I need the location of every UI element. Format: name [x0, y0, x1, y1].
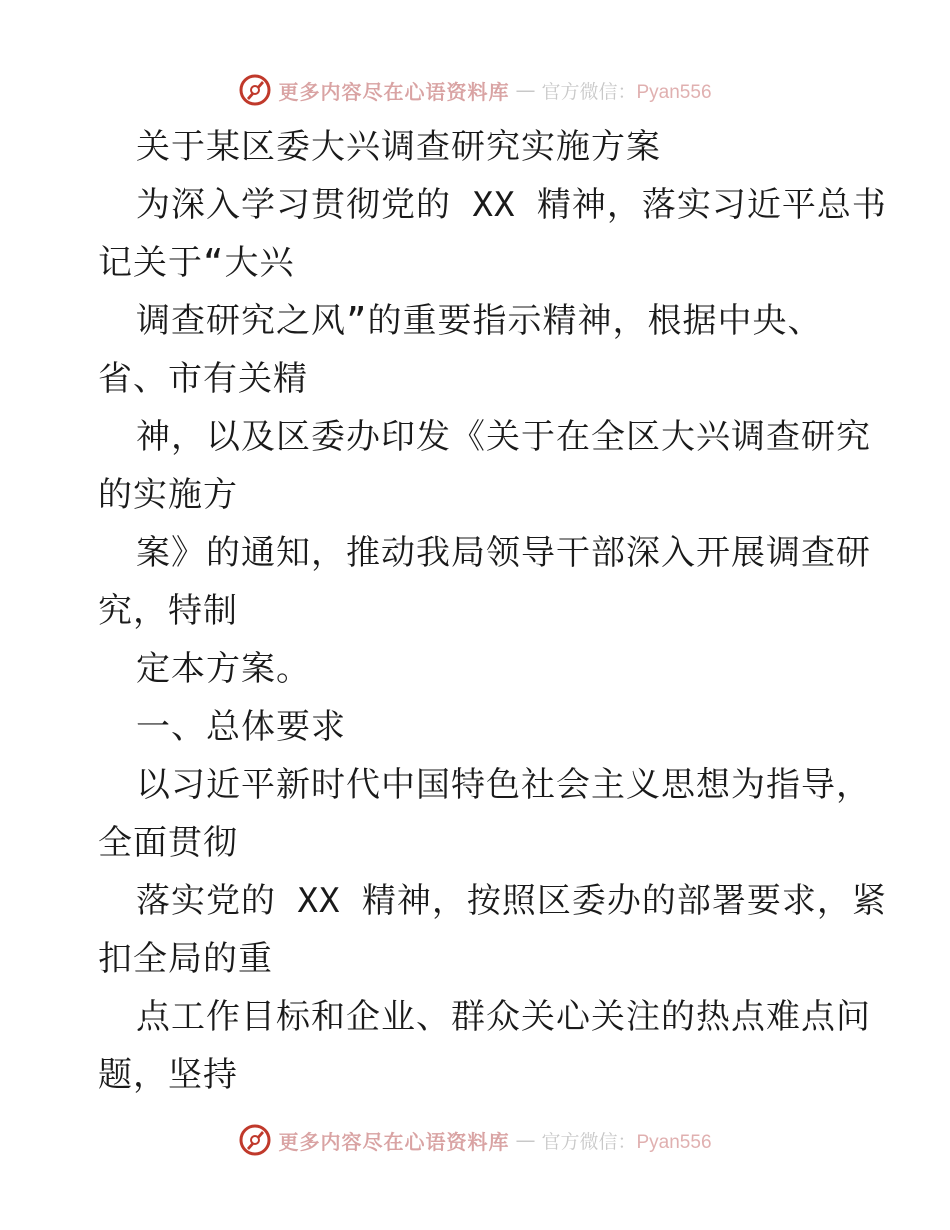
watermark-contact-label: 官方微信：	[541, 80, 637, 103]
paragraph-line: 点工作目标和企业、群众关心关注的热点难点问	[136, 997, 871, 1037]
watermark-contact-label: 官方微信：	[541, 1130, 637, 1153]
paragraph-line: 以习近平新时代中国特色社会主义思想为指导，	[136, 765, 871, 805]
watermark-brand-text: 更多内容尽在心语资料库	[278, 1129, 510, 1154]
footer-watermark	[0, 1120, 950, 1160]
paragraph-line: 定本方案。	[136, 649, 311, 689]
paragraph-line: 的实施方	[98, 475, 238, 515]
paragraph-line: 省、市有关精	[98, 359, 308, 399]
paragraph-line: 神，以及区委办印发《关于在全区大兴调查研究	[136, 417, 871, 457]
watermark-contact	[541, 1127, 711, 1154]
paragraph-line: 扣全局的重	[98, 939, 273, 979]
paragraph-line: 调查研究之风”的重要指示精神，根据中央、	[136, 301, 823, 341]
paragraph-line: 案》的通知，推动我局领导干部深入开展调查研	[136, 533, 871, 573]
watermark-contact-id: Pyan556	[636, 1131, 712, 1153]
paragraph-line: 究，特制	[98, 591, 238, 631]
quill-logo-icon	[238, 73, 272, 107]
paragraph-line: 为深入学习贯彻党的 XX 精神，落实习近平总书	[136, 185, 887, 225]
watermark-dash: —	[515, 1128, 536, 1152]
document-title: 关于某区委大兴调查研究实施方案	[136, 127, 661, 167]
paragraph-line: 记关于“大兴	[98, 243, 295, 283]
watermark-contact-id: Pyan556	[636, 81, 712, 103]
watermark-dash: —	[515, 78, 536, 102]
paragraph-line: 落实党的 XX 精神，按照区委办的部署要求，紧	[136, 881, 887, 921]
paragraph-line: 题，坚持	[98, 1055, 238, 1095]
section-heading: 一、总体要求	[136, 707, 346, 747]
paragraph-line: 全面贯彻	[98, 823, 238, 863]
header-watermark	[0, 70, 950, 110]
watermark-brand-text: 更多内容尽在心语资料库	[278, 79, 510, 104]
quill-logo-icon	[238, 1123, 272, 1157]
watermark-contact	[541, 77, 711, 104]
